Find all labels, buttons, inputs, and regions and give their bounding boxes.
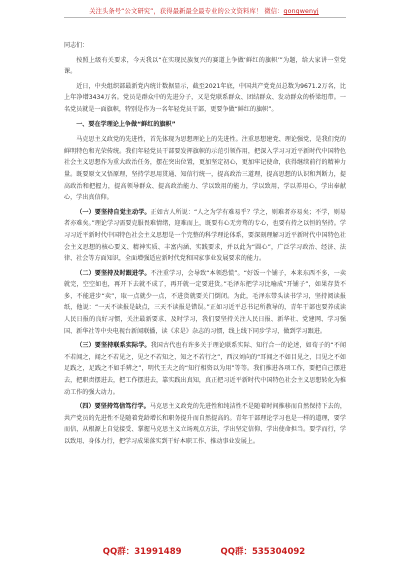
list-item: [64, 207, 346, 265]
item-text: 我国古代也有许多关于理论联系实际、知行合一的论述，如荀子的“不闻不若闻之，闻之不若见之，见之不若知之，知之不若行之”，西汉刘向的“耳闻之不如目见之，目见之不如足践之，足践之不如手辨之”，明代王夫之的“知行相资以为用”等等。我们推进各项工作，要把自己摆进去，把职责摆进去，把工作摆进去，靠实践出真知，真正把习近平新时代中国特色社会主义思想转化为推动工作的强大动力。: [64, 342, 346, 396]
greeting: 同志们：: [64, 42, 89, 49]
list-item: [64, 401, 346, 447]
header-divider: [64, 17, 346, 18]
item-lead: （三）要坚持联系实际学。: [76, 342, 151, 350]
document-body: [64, 40, 346, 451]
qq-group-1: QQ群：31991489: [102, 547, 182, 557]
intro-paragraph: 近日，中央组织部最新党内统计数据显示，截至2021年底，中国共产党党员总数为9671.2万名，比上年净增3434万名。党员是群众中的先进分子，又是党联系群众、团结群众、发动群众的桥梁纽带。一名党员就是一面旗帜，特别是作为一名年轻党员干部，更要争做“鲜红的旗帜”。: [64, 82, 346, 113]
section-intro: 马克思主义政党的先进性，首先体现为思想理论上的先进性。注重思想建党、理论强党，是我们党的鲜明特色和光荣传统。我们年轻党员干部要发挥旗帜的示范引领作用，把深入学习习近平新时代中国特色社会主义思想作为重大政治任务，摆在突出位置，更加坚定初心，更加牢记使命，获得继续前行的精神力量。既要原文又悟原理，坚持学思用贯通、知信行统一，提高政治三道理，提高思想的认识和判断力，提高政治和把握力，提高领导群众、提高政治能力、学以致用的能力，学以致用，学以养用心，学出奉献心，学出真信仰。: [64, 136, 346, 202]
promo-header: [0, 6, 408, 15]
item-lead: （二）要坚持及时跟进学。: [76, 269, 151, 277]
item-lead: （一）要坚持自觉主动学。: [76, 208, 151, 216]
footer-contacts: [0, 545, 408, 557]
list-item: [64, 268, 346, 338]
section-title: 一、要在学理论上争做“鲜红的旗帜”: [76, 120, 176, 128]
item-text: 不注重学习，会导致“本领恐慌”。“好饭一个铺子，本来东西不多，一卖就完，空空如也，再开下去就不成了，再开就一定要进货。”毛泽东把学习比喻成“开铺子”，如果存货不多，不能进步“卖”，取一点就少一点，不进货就要关门倒闭。为此，毛泽东带头读书学习，坚持阅读报纸，他说：“一天不读报是缺点，三天不读报是错误。”正如习近平总书记所教导的，青年干部也要养成读人民日报的良好习惯，关注最新要求、及时学习，我们要坚持关注人民日报、新华社、党建网、学习强国、新华社等中央电视台新闻联播，读《求是》杂志的习惯，线上线下同步学习，做到学习跟进。: [64, 269, 346, 335]
qq-group-2: QQ群：535304092: [220, 547, 306, 557]
promo-text: 关注头条号“公文研究”，获得最新最全最专业的公文资料库！ 微信：: [89, 8, 284, 15]
wechat-id-link[interactable]: gongwenyj: [283, 8, 319, 15]
item-lead: （四）要坚持笃信笃行学。: [76, 403, 150, 411]
list-item: [64, 340, 346, 398]
intro-paragraph: 按照上级有关要求，今天我以“在实现民族复兴的赛道上争做‘鲜红的旗帜’”为题，给大家讲一堂党课。: [64, 56, 346, 76]
item-text: 马克思主义政党的先进性和纯洁性不是随着时间推移而自然保持下去的，共产党员的先进性不是随着党龄增长和职务提升而自然提高的。青年干部理论学习也是一样的道理，要学而信，从根源上自觉接受、掌握马克思主义立场观点方法，学出坚定信仰、学出使命担当。要学而行，学以致用、身体力行，把学习成果落实到干好本职工作、推动事业发展上。: [64, 403, 347, 445]
item-text: 正如古人所说：“人之为学有难易乎？学之，则难者亦易矣；不学，则易者亦难矣。”理论学习需要克服畏难情绪，迎难而上，既要有心无旁骛的专心，也要有持之以恒的坚持。学习习近平新时代中国特色社会主义思想是一个完整的科学理论体系，要深刻理解习近平新时代中国特色社会主义思想的核心要义、精神实质、丰富内涵、实践要求，并以此为“圆心”，广泛学习政治、经济、法律、社会等方面知识，全面增强适应新时代党和国家事业发展要求的能力。: [64, 208, 346, 263]
